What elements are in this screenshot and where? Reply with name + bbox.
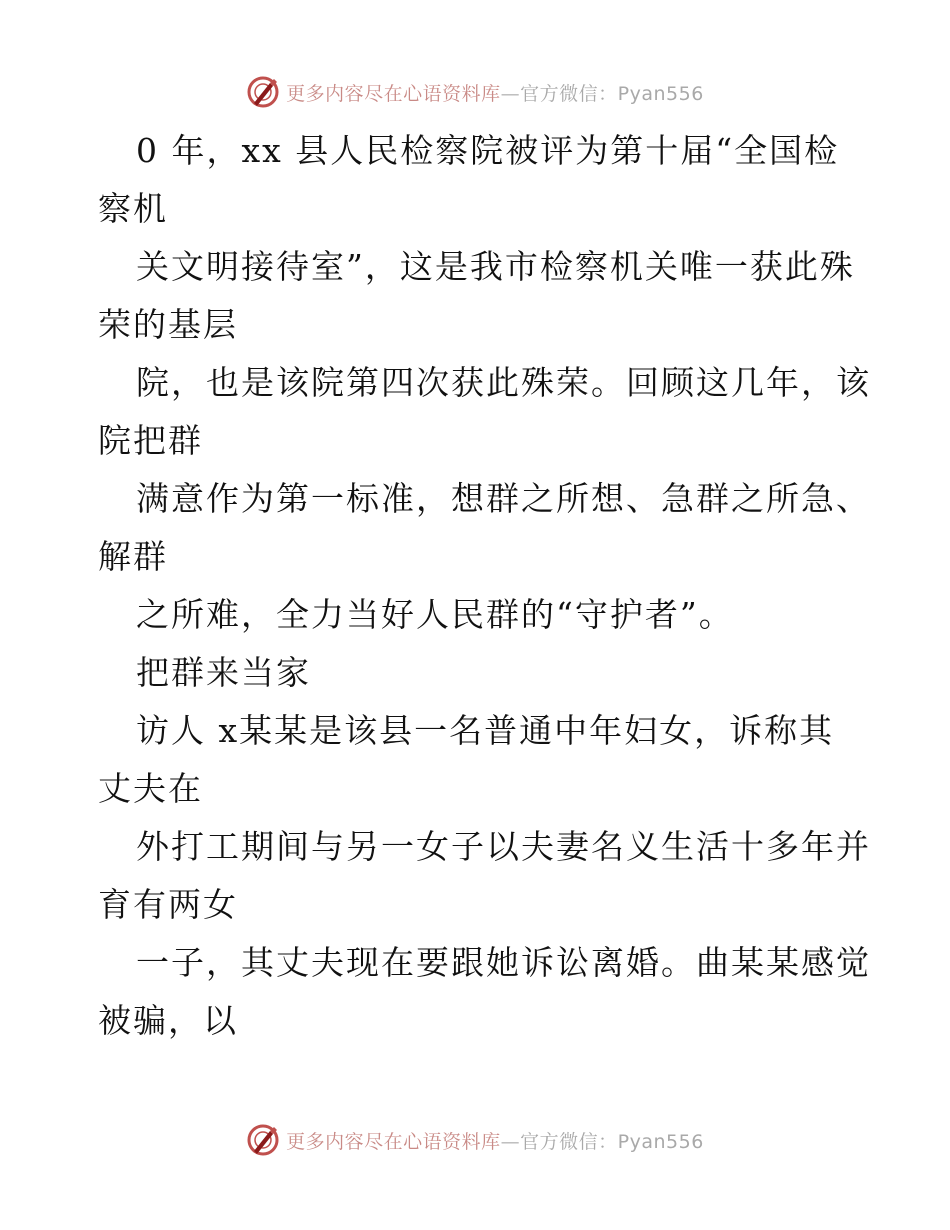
text-line: 一子，其丈夫现在要跟她诉讼离婚。曲某某感觉 [136, 943, 871, 982]
text-line: 丈夫在 [98, 769, 203, 808]
watermark-separator: — [500, 1130, 521, 1153]
text-line: 荣的基层 [98, 305, 238, 344]
text-line: 院把群 [98, 421, 203, 460]
watermark-separator: — [500, 82, 521, 105]
watermark-primary-text: 更多内容尽在心语资料库 [286, 82, 501, 105]
pen-seal-icon [246, 75, 280, 109]
text-line: 之所难，全力当好人民群的“守护者”。 [136, 595, 734, 634]
pen-seal-icon [246, 1123, 280, 1157]
text-line: 0 年，xx 县人民检察院被评为第十届“全国检 [136, 131, 840, 170]
watermark-secondary-text: 官方微信：Pyan556 [520, 1130, 704, 1153]
text-line: 解群 [98, 537, 168, 576]
text-line: 关文明接待室”，这是我市检察机关唯一获此殊 [136, 247, 855, 286]
text-line: 满意作为第一标准，想群之所想、急群之所急、 [136, 479, 871, 518]
text-line: 把群来当家 [136, 653, 311, 692]
document-body [98, 122, 871, 1050]
text-line: 外打工期间与另一女子以夫妻名义生活十多年并 [136, 827, 871, 866]
watermark-primary-text: 更多内容尽在心语资料库 [286, 1130, 501, 1153]
text-line: 被骗，以 [98, 1001, 238, 1040]
footer-watermark [0, 1120, 950, 1160]
text-line: 院，也是该院第四次获此殊荣。回顾这几年，该 [136, 363, 871, 402]
text-line: 访人 x某某是该县一名普通中年妇女，诉称其 [136, 711, 835, 750]
header-watermark [0, 72, 950, 112]
text-line: 察机 [98, 189, 168, 228]
watermark-secondary-text: 官方微信：Pyan556 [520, 82, 704, 105]
text-line: 育有两女 [98, 885, 238, 924]
